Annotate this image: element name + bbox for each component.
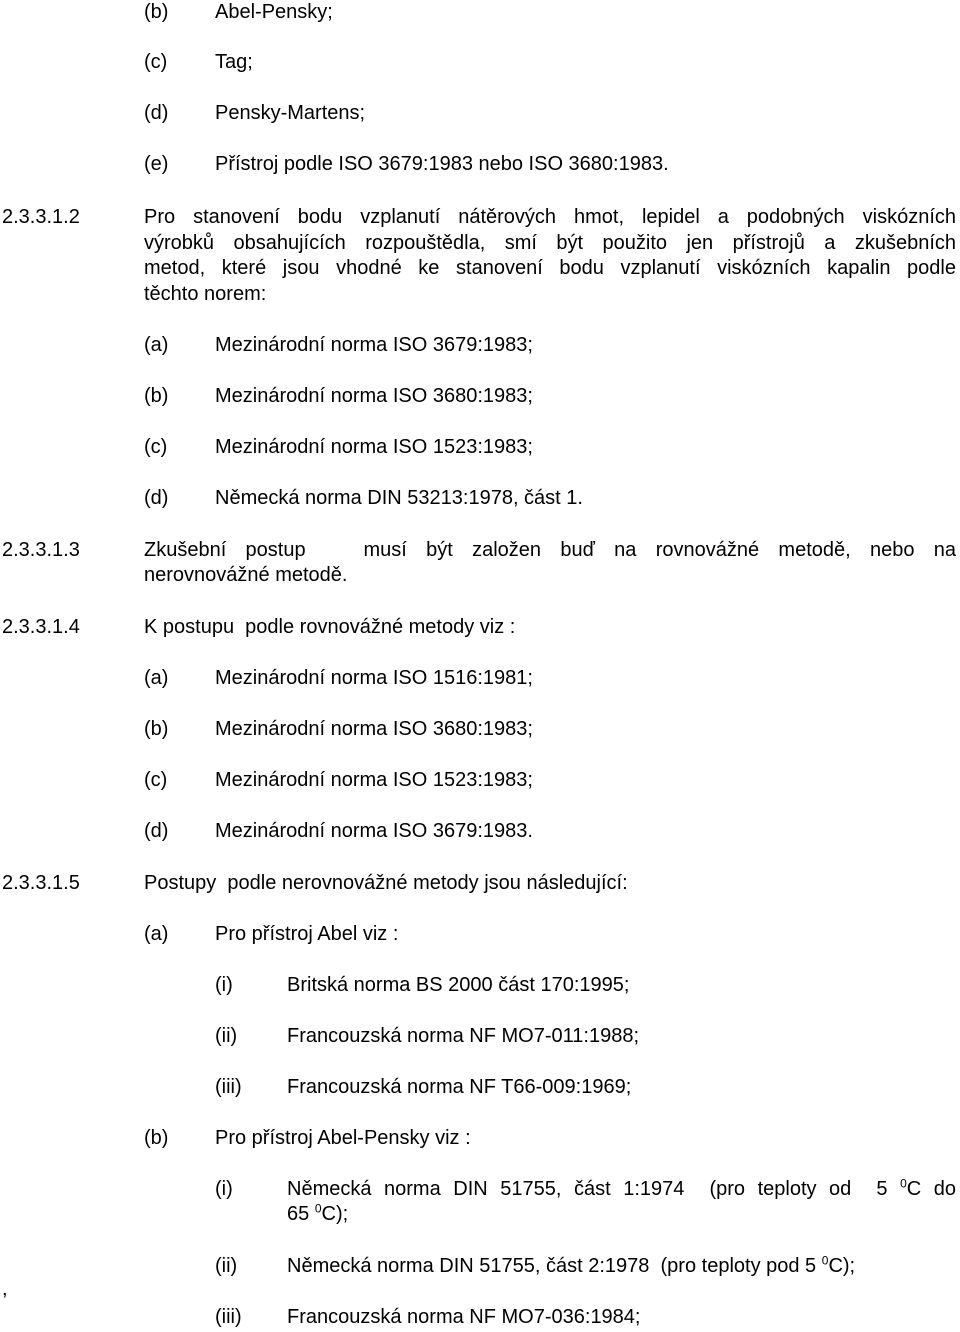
list-item-text: Mezinárodní norma ISO 3680:1983;: [215, 385, 533, 407]
text-run: C);: [321, 1203, 349, 1225]
list-item-text: Mezinárodní norma ISO 1523:1983;: [215, 436, 533, 458]
sublist-label: (i): [215, 974, 233, 996]
paragraph-line: Zkušební postup musí být založen buď na rovnovážné metodě, nebo na: [144, 539, 956, 561]
paragraph-text: K postupu podle rovnovážné metody viz :: [144, 616, 516, 638]
paragraph-line: výrobků obsahujících rozpouštědla, smí být použito jen přístrojů a zkušebních: [144, 232, 956, 254]
sublist-item-text: [287, 1176, 956, 1202]
list-label: (c): [144, 51, 168, 73]
list-label: (c): [144, 436, 168, 458]
list-item-text: Německá norma DIN 53213:1978, část 1.: [215, 487, 583, 509]
paragraph-line: Pro stanovení bodu vzplanutí nátěrových hmot, lepidel a podobných viskózních: [144, 206, 956, 228]
text-run: C do: [906, 1178, 957, 1200]
sublist-item-text: Britská norma BS 2000 část 170:1995;: [287, 974, 630, 996]
list-label: (d): [144, 487, 169, 509]
list-label: (e): [144, 153, 169, 175]
sublist-label: (iii): [215, 1076, 242, 1098]
list-item-text: Mezinárodní norma ISO 3679:1983.: [215, 820, 533, 842]
list-label: (b): [144, 718, 169, 740]
section-number: 2.3.3.1.3: [2, 539, 80, 561]
sublist-item-text: [287, 1253, 855, 1279]
paragraph-line: těchto norem:: [144, 283, 267, 305]
paragraph-line: metod, které jsou vhodné ke stanovení bodu vzplanutí viskózních kapalin podle: [144, 257, 956, 279]
list-item-text: Abel-Pensky;: [215, 1, 333, 23]
superscript: 0: [821, 1253, 829, 1268]
stray-comma: ,: [2, 1278, 8, 1300]
list-label: (b): [144, 385, 169, 407]
sublist-item-text-continued: [287, 1201, 348, 1227]
list-item-text: Mezinárodní norma ISO 1516:1981;: [215, 667, 533, 689]
section-number: 2.3.3.1.5: [2, 872, 80, 894]
sublist-label: (i): [215, 1178, 233, 1200]
list-item-text: Pensky-Martens;: [215, 102, 366, 124]
text-run: Německá norma DIN 51755, část 2:1978 (pro teploty pod 5: [287, 1255, 817, 1277]
section-number: 2.3.3.1.4: [2, 616, 80, 638]
superscript: 0: [314, 1201, 322, 1216]
superscript: 0: [900, 1176, 907, 1191]
list-label: (b): [144, 1127, 169, 1149]
list-item-text: Přístroj podle ISO 3679:1983 nebo ISO 3680:1983.: [215, 153, 669, 175]
list-label: (d): [144, 102, 169, 124]
sublist-label: (ii): [215, 1025, 238, 1047]
paragraph-text: Postupy podle nerovnovážné metody jsou následující:: [144, 872, 628, 894]
list-item-text: Mezinárodní norma ISO 1523:1983;: [215, 769, 533, 791]
text-run: C);: [828, 1255, 856, 1277]
list-label: (a): [144, 923, 169, 945]
list-item-text: Mezinárodní norma ISO 3680:1983;: [215, 718, 533, 740]
text-run: 65: [287, 1203, 310, 1225]
list-item-text: Tag;: [215, 51, 253, 73]
sublist-label: (ii): [215, 1255, 238, 1277]
sublist-label: (iii): [215, 1306, 242, 1328]
list-label: (c): [144, 769, 168, 791]
paragraph-line: nerovnovážné metodě.: [144, 564, 348, 586]
section-number: 2.3.3.1.2: [2, 206, 80, 228]
list-label: (b): [144, 1, 169, 23]
list-item-text: Pro přístroj Abel-Pensky viz :: [215, 1127, 471, 1149]
list-label: (d): [144, 820, 169, 842]
sublist-item-text: Francouzská norma NF MO7-011:1988;: [287, 1025, 640, 1047]
text-run: Německá norma DIN 51755, část 1:1974 (pro teploty od 5: [287, 1178, 888, 1200]
list-label: (a): [144, 334, 169, 356]
list-label: (a): [144, 667, 169, 689]
list-item-text: Pro přístroj Abel viz :: [215, 923, 399, 945]
sublist-item-text: Francouzská norma NF MO7-036:1984;: [287, 1306, 641, 1328]
sublist-item-text: Francouzská norma NF T66-009:1969;: [287, 1076, 632, 1098]
list-item-text: Mezinárodní norma ISO 3679:1983;: [215, 334, 533, 356]
